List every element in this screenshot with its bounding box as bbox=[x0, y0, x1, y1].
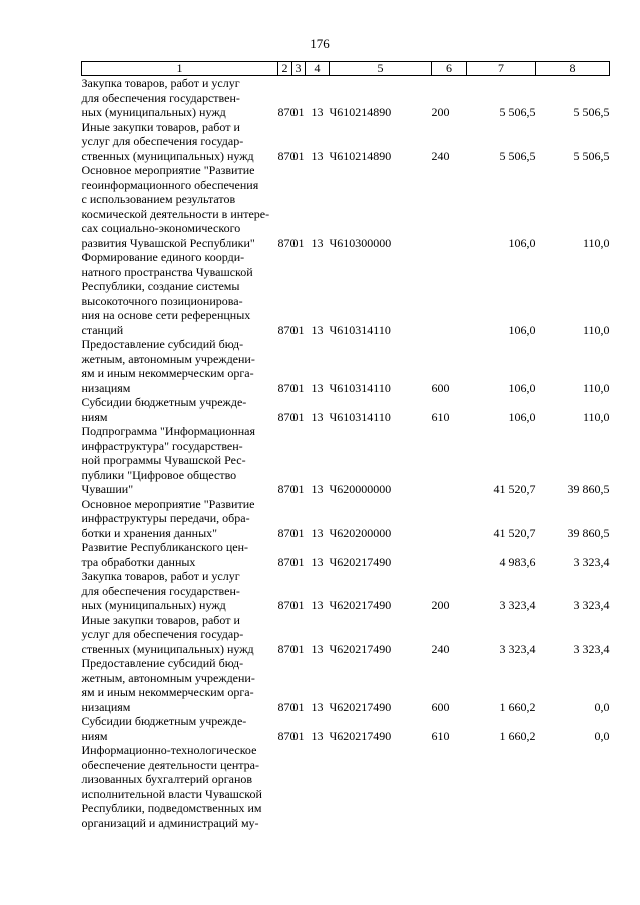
ministry-code: 870 bbox=[277, 105, 296, 119]
subsection-code: 13 bbox=[311, 598, 324, 612]
table-row bbox=[82, 540, 610, 569]
row-name-line: Основное мероприятие "Развитие bbox=[81, 496, 255, 511]
table-row bbox=[82, 656, 610, 714]
row-name-line: Субсидии бюджетным учрежде- bbox=[81, 395, 247, 409]
row-name bbox=[82, 714, 278, 743]
row-name-line: ниям bbox=[81, 728, 108, 743]
subsection-code: 13 bbox=[311, 105, 324, 119]
expense-type-code bbox=[432, 250, 467, 337]
row-name-line: Закупка товаров, работ и услуг bbox=[81, 76, 240, 90]
subsection-code: 13 bbox=[311, 699, 324, 714]
row-name-line: инфраструктура" государствен- bbox=[81, 438, 243, 453]
column-header: 2 bbox=[278, 62, 292, 76]
table-row bbox=[82, 395, 610, 424]
row-name bbox=[82, 250, 278, 337]
row-name-line: ния на основе сети референцных bbox=[81, 308, 251, 322]
expense-type-code bbox=[432, 424, 467, 497]
amount-year-1: 41 520,7 bbox=[493, 482, 536, 496]
table-row bbox=[82, 424, 610, 497]
amount-year-2: 3 323,4 bbox=[573, 598, 610, 612]
ministry-code: 870 bbox=[277, 525, 296, 540]
ministry-code: 870 bbox=[277, 235, 296, 250]
amount-year-1: 5 506,5 bbox=[499, 148, 536, 163]
section-code: 01 bbox=[292, 554, 305, 569]
section-code: 01 bbox=[292, 482, 305, 496]
section-code: 01 bbox=[292, 641, 305, 656]
column-header: 1 bbox=[82, 62, 278, 76]
amount-year-1: 106,0 bbox=[508, 322, 536, 337]
subsection-code: 13 bbox=[311, 409, 324, 424]
row-name bbox=[82, 540, 278, 569]
row-name-line: ботки и хранения данных" bbox=[81, 525, 218, 540]
amount-year-1: 1 660,2 bbox=[499, 699, 536, 714]
row-name-line: сах социально-экономического bbox=[81, 221, 241, 235]
row-name-line: ям и иным некоммерческим орга- bbox=[81, 366, 254, 380]
row-name-line: услуг для обеспечения государ- bbox=[81, 134, 244, 148]
row-name-line: исполнительной власти Чувашской bbox=[81, 786, 262, 801]
ministry-code: 870 bbox=[277, 728, 296, 743]
subsection-code: 13 bbox=[311, 148, 324, 163]
table-body bbox=[82, 76, 610, 831]
amount-year-2: 110,0 bbox=[582, 380, 610, 395]
amount-year-2: 110,0 bbox=[582, 409, 610, 424]
row-name-line: Подпрограмма "Информационная bbox=[81, 424, 255, 438]
column-header: 4 bbox=[306, 62, 330, 76]
expense-type-code: 600 bbox=[431, 380, 450, 395]
amount-year-2: 39 860,5 bbox=[567, 525, 610, 540]
row-name bbox=[82, 76, 278, 120]
row-name bbox=[82, 120, 278, 164]
row-name bbox=[82, 743, 278, 830]
section-code: 01 bbox=[292, 598, 305, 612]
table-row bbox=[82, 163, 610, 250]
ministry-code: 870 bbox=[277, 641, 296, 656]
budget-table bbox=[81, 61, 610, 830]
row-name-line: ниям bbox=[81, 409, 108, 424]
row-name-line: для обеспечения государствен- bbox=[81, 90, 240, 105]
section-code: 01 bbox=[292, 380, 305, 395]
ministry-code: 870 bbox=[277, 482, 296, 496]
subsection-code: 13 bbox=[311, 728, 324, 743]
amount-year-1: 4 983,6 bbox=[499, 554, 536, 569]
amount-year-1: 1 660,2 bbox=[499, 728, 536, 743]
ministry-code bbox=[278, 743, 292, 830]
row-name-line: жетным, автономным учреждени- bbox=[81, 351, 255, 366]
row-name-line: низациям bbox=[81, 380, 131, 395]
subsection-code: 13 bbox=[311, 641, 324, 656]
header-row bbox=[82, 62, 610, 76]
row-name-line: услуг для обеспечения государ- bbox=[81, 627, 244, 641]
row-name-line: Республики, создание системы bbox=[81, 279, 240, 293]
amount-year-2: 0,0 bbox=[594, 728, 610, 743]
row-name-line: Закупка товаров, работ и услуг bbox=[81, 569, 240, 583]
expense-type-code: 200 bbox=[431, 105, 450, 119]
expense-type-code bbox=[432, 163, 467, 250]
expense-type-code bbox=[432, 743, 467, 830]
row-name-line: тра обработки данных bbox=[81, 554, 196, 569]
section-code: 01 bbox=[292, 525, 305, 540]
row-name-line: космической деятельности в интере- bbox=[81, 206, 270, 221]
section-code: 01 bbox=[292, 148, 305, 163]
amount-year-1: 3 323,4 bbox=[499, 598, 536, 612]
subsection-code: 13 bbox=[311, 482, 324, 496]
table-row bbox=[82, 250, 610, 337]
section-code: 01 bbox=[292, 105, 305, 119]
row-name-line: станций bbox=[81, 322, 124, 337]
target-article-code: Ч610214890 bbox=[329, 105, 392, 119]
section-code bbox=[292, 743, 306, 830]
row-name-line: публики "Цифровое общество bbox=[81, 467, 237, 482]
subsection-code: 13 bbox=[311, 322, 324, 337]
row-name-line: натного пространства Чувашской bbox=[81, 264, 253, 279]
ministry-code: 870 bbox=[277, 598, 296, 612]
target-article-code: Ч610314110 bbox=[329, 322, 391, 337]
row-name-line: обеспечение деятельности центра- bbox=[81, 757, 259, 772]
row-name-line: Предоставление субсидий бюд- bbox=[81, 656, 244, 670]
row-name bbox=[82, 656, 278, 714]
table-row bbox=[82, 337, 610, 395]
expense-type-code: 600 bbox=[431, 699, 450, 714]
subsection-code: 13 bbox=[311, 380, 324, 395]
row-name-line: лизованных бухгалтерий органов bbox=[81, 772, 253, 786]
subsection-code: 13 bbox=[311, 235, 324, 250]
target-article-code: Ч610300000 bbox=[329, 235, 392, 250]
row-name-line: Иные закупки товаров, работ и bbox=[81, 612, 240, 627]
column-header: 6 bbox=[432, 62, 467, 76]
page-number: 176 bbox=[310, 36, 330, 51]
target-article-code: Ч620217490 bbox=[329, 699, 392, 714]
section-code: 01 bbox=[292, 322, 305, 337]
row-name-line: Основное мероприятие "Развитие bbox=[81, 163, 255, 177]
expense-type-code: 610 bbox=[431, 409, 450, 424]
expense-type-code: 610 bbox=[431, 728, 450, 743]
ministry-code: 870 bbox=[277, 322, 296, 337]
row-name bbox=[82, 613, 278, 657]
row-name-line: жетным, автономным учреждени- bbox=[81, 670, 255, 685]
section-code: 01 bbox=[292, 409, 305, 424]
amount-year-1: 106,0 bbox=[508, 380, 536, 395]
row-name-line: ной программы Чувашской Рес- bbox=[81, 453, 246, 467]
ministry-code: 870 bbox=[277, 554, 296, 569]
row-name-line: Республики, подведомственных им bbox=[81, 801, 262, 815]
expense-type-code bbox=[432, 540, 467, 569]
table-row bbox=[82, 714, 610, 743]
table-row bbox=[82, 76, 610, 120]
ministry-code: 870 bbox=[277, 699, 296, 714]
column-header: 5 bbox=[330, 62, 432, 76]
amount-year-1: 41 520,7 bbox=[493, 525, 536, 540]
expense-type-code: 240 bbox=[431, 641, 450, 656]
amount-year-1: 3 323,4 bbox=[499, 641, 536, 656]
row-name bbox=[82, 163, 278, 250]
row-name bbox=[82, 497, 278, 541]
amount-year-2: 39 860,5 bbox=[567, 482, 610, 496]
row-name-line: геоинформационного обеспечения bbox=[81, 177, 259, 192]
amount-year-1: 5 506,5 bbox=[499, 105, 536, 119]
row-name-line: Информационно-технологическое bbox=[81, 743, 257, 757]
target-article-code: Ч620200000 bbox=[329, 525, 392, 540]
row-name bbox=[82, 424, 278, 497]
amount-year-2: 3 323,4 bbox=[573, 554, 610, 569]
subsection-code bbox=[306, 743, 330, 830]
row-name-line: Чувашии" bbox=[81, 482, 134, 496]
row-name bbox=[82, 395, 278, 424]
row-name-line: ям и иным некоммерческим орга- bbox=[81, 685, 254, 699]
row-name-line: низациям bbox=[81, 699, 131, 714]
amount-year-2: 110,0 bbox=[582, 322, 610, 337]
target-article-code: Ч620000000 bbox=[329, 482, 392, 496]
column-header: 3 bbox=[292, 62, 306, 76]
target-article-code: Ч620217490 bbox=[329, 641, 392, 656]
row-name-line: для обеспечения государствен- bbox=[81, 583, 240, 598]
ministry-code: 870 bbox=[277, 409, 296, 424]
row-name-line: ных (муниципальных) нужд bbox=[81, 598, 226, 612]
ministry-code: 870 bbox=[277, 148, 296, 163]
expense-type-code bbox=[432, 497, 467, 541]
target-article-code: Ч610314110 bbox=[329, 380, 391, 395]
amount-year-2: 5 506,5 bbox=[573, 148, 610, 163]
table-row bbox=[82, 613, 610, 657]
amount-year-1: 106,0 bbox=[508, 235, 536, 250]
column-header: 7 bbox=[467, 62, 536, 76]
row-name-line: Формирование единого коорди- bbox=[81, 250, 245, 264]
row-name bbox=[82, 337, 278, 395]
section-code: 01 bbox=[292, 699, 305, 714]
expense-type-code: 240 bbox=[431, 148, 450, 163]
subsection-code: 13 bbox=[311, 554, 324, 569]
column-header: 8 bbox=[536, 62, 610, 76]
amount-year-2: 3 323,4 bbox=[573, 641, 610, 656]
section-code: 01 bbox=[292, 728, 305, 743]
target-article-code: Ч620217490 bbox=[329, 598, 392, 612]
target-article-code: Ч610214890 bbox=[329, 148, 392, 163]
ministry-code: 870 bbox=[277, 380, 296, 395]
row-name-line: высокоточного позиционирова- bbox=[81, 293, 243, 308]
row-name-line: ственных (муниципальных) нужд bbox=[81, 148, 254, 163]
target-article-code: Ч610314110 bbox=[329, 409, 391, 424]
expense-type-code: 200 bbox=[431, 598, 450, 612]
section-code: 01 bbox=[292, 235, 305, 250]
row-name-line: Субсидии бюджетным учрежде- bbox=[81, 714, 247, 728]
target-article-code: Ч620217490 bbox=[329, 728, 392, 743]
table-row bbox=[82, 743, 610, 830]
amount-year-1 bbox=[467, 743, 536, 830]
row-name-line: с использованием результатов bbox=[81, 192, 236, 206]
amount-year-1: 106,0 bbox=[508, 409, 536, 424]
row-name-line: Развитие Республиканского цен- bbox=[81, 540, 248, 554]
target-article-code bbox=[330, 743, 432, 830]
row-name-line: ственных (муниципальных) нужд bbox=[81, 641, 254, 656]
amount-year-2: 0,0 bbox=[594, 699, 610, 714]
table-row bbox=[82, 569, 610, 613]
amount-year-2 bbox=[536, 743, 610, 830]
amount-year-2: 110,0 bbox=[582, 235, 610, 250]
row-name-line: организаций и администраций му- bbox=[81, 815, 259, 830]
table-row bbox=[82, 497, 610, 541]
row-name-line: развития Чувашской Республики" bbox=[81, 235, 255, 250]
table-row bbox=[82, 120, 610, 164]
row-name-line: Предоставление субсидий бюд- bbox=[81, 337, 244, 351]
target-article-code: Ч620217490 bbox=[329, 554, 392, 569]
row-name bbox=[82, 569, 278, 613]
row-name-line: ных (муниципальных) нужд bbox=[81, 105, 226, 119]
amount-year-2: 5 506,5 bbox=[573, 105, 610, 119]
row-name-line: инфраструктуры передачи, обра- bbox=[81, 511, 250, 525]
row-name-line: Иные закупки товаров, работ и bbox=[81, 119, 240, 134]
subsection-code: 13 bbox=[311, 525, 324, 540]
